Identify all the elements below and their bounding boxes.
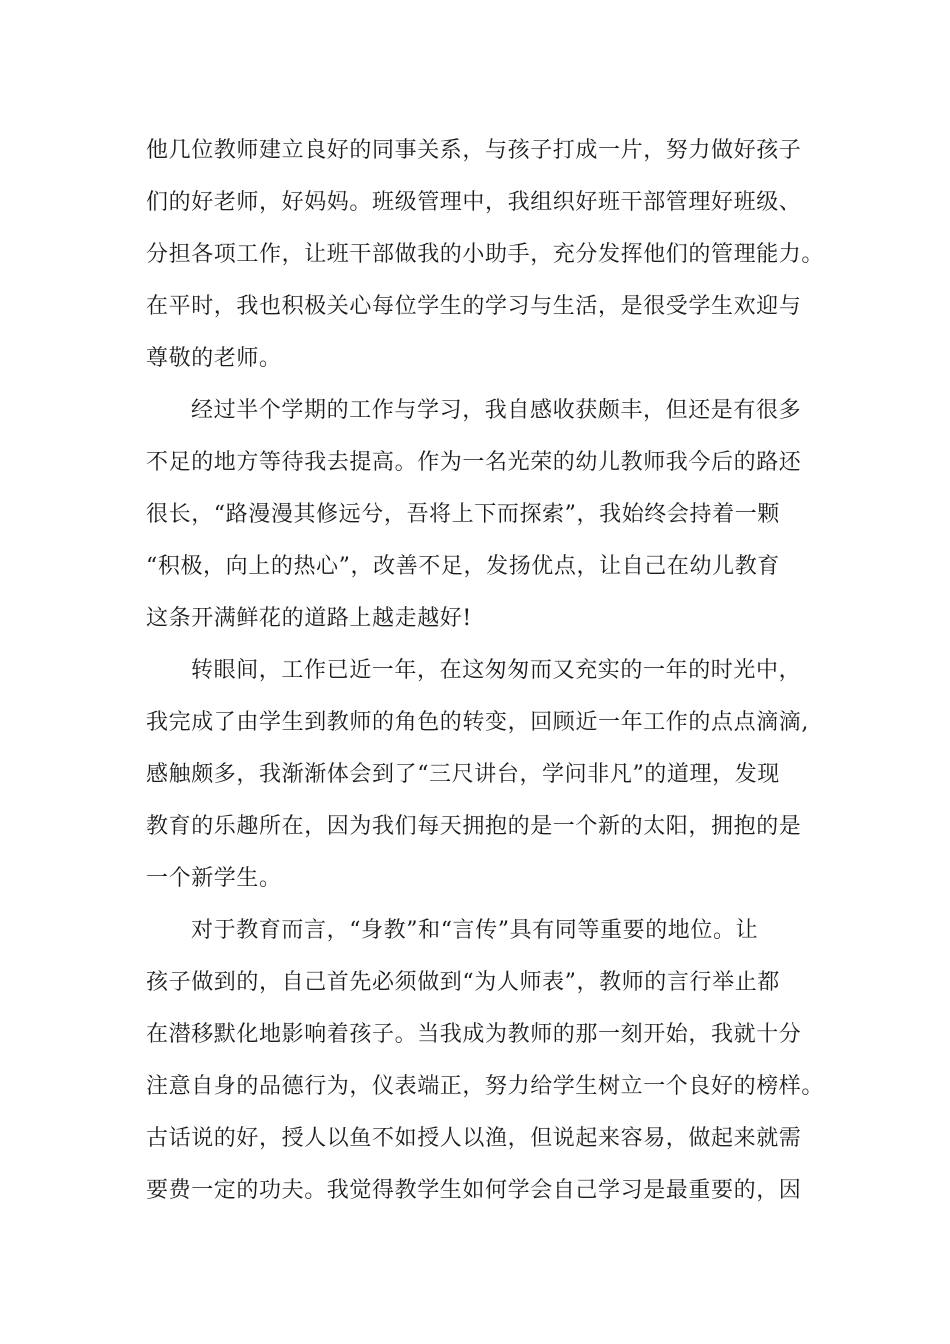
text-line: 要费一定的功夫。我觉得教学生如何学会自己学习是最重要的，因 — [146, 1178, 802, 1203]
text-line: 感触颇多，我渐渐体会到了“三尺讲台，学问非凡”的道理，发现 — [146, 762, 780, 787]
text-line: 我完成了由学生到教师的角色的转变，回顾近一年工作的点点滴滴, — [146, 710, 809, 735]
text-line: 这条开满鲜花的道路上越走越好! — [146, 606, 472, 631]
text-line: 孩子做到的，自己首先必须做到“为人师表”，教师的言行举止都 — [146, 970, 780, 995]
text-line: 古话说的好，授人以鱼不如授人以渔，但说起来容易，做起来就需 — [146, 1126, 802, 1151]
text-line: 尊敬的老师。 — [146, 346, 282, 371]
text-line: 注意自身的品德行为，仪表端正，努力给学生树立一个良好的榜样。 — [146, 1074, 825, 1099]
text-line: 在平时，我也积极关心每位学生的学习与生活，是很受学生欢迎与 — [146, 294, 802, 319]
text-line: 对于教育而言，“身教”和“言传”具有同等重要的地位。让 — [191, 918, 759, 943]
text-line: 们的好老师，好妈妈。班级管理中，我组织好班干部管理好班级、 — [146, 190, 802, 215]
text-line: 教育的乐趣所在，因为我们每天拥抱的是一个新的太阳，拥抱的是 — [146, 814, 802, 839]
text-line: 一个新学生。 — [146, 866, 282, 891]
text-line: 在潜移默化地影响着孩子。当我成为教师的那一刻开始，我就十分 — [146, 1022, 802, 1047]
text-line: 分担各项工作，让班干部做我的小助手，充分发挥他们的管理能力。 — [146, 242, 825, 267]
text-line: “积极，向上的热心”，改善不足，发扬优点，让自己在幼儿教育 — [146, 554, 780, 579]
text-line: 他几位教师建立良好的同事关系，与孩子打成一片，努力做好孩子 — [146, 138, 802, 163]
text-line: 不足的地方等待我去提高。作为一名光荣的幼儿教师我今后的路还 — [146, 450, 802, 475]
text-line: 很长，“路漫漫其修远兮，吾将上下而探索”，我始终会持着一颗 — [146, 502, 780, 527]
text-line: 转眼间，工作已近一年，在这匆匆而又充实的一年的时光中， — [191, 658, 802, 683]
text-line: 经过半个学期的工作与学习，我自感收获颇丰，但还是有很多 — [191, 398, 802, 423]
